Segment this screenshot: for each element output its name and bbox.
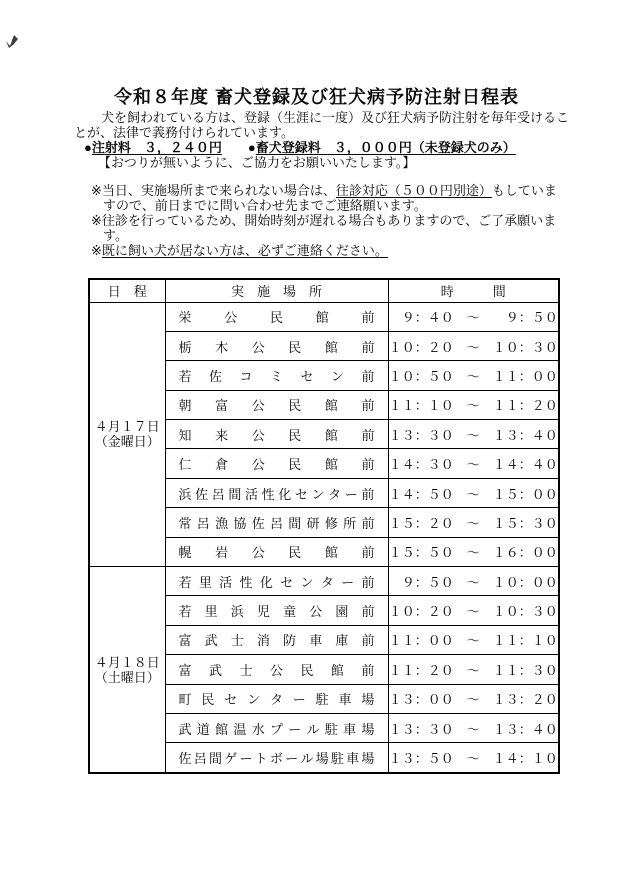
place-cell: 常 呂 漁 協 佐 呂 間 研 修 所 前 [165, 508, 388, 537]
fee-gap [222, 140, 248, 155]
bullet-icon: ● [247, 140, 256, 155]
time-cell: １３：５０ ～ １４：１０ [388, 743, 559, 773]
time-cell: １０：５０ ～ １１：００ [388, 361, 559, 390]
time-cell: ９：５０ ～ １０：００ [388, 567, 559, 596]
place-cell: 栃 木 公 民 館 前 [165, 331, 388, 360]
header-date: 日 程 [89, 279, 165, 302]
place-cell: 知 来 公 民 館 前 [165, 420, 388, 449]
header-time: 時 間 [388, 279, 559, 302]
date-cell [89, 567, 165, 773]
schedule-table-wrap [88, 278, 560, 774]
time-cell: １３：３０ ～ １３：４０ [388, 420, 559, 449]
place-cell: 若 佐 コ ミ セ ン 前 [165, 361, 388, 390]
time-cell: １１：００ ～ １１：１０ [388, 625, 559, 654]
note-1-line-2: すので、前日までに問い合わせ先までご連絡願います。 [103, 198, 427, 213]
time-cell: １０：２０ ～ １０：３０ [388, 331, 559, 360]
place-cell: 富 武 士 公 民 館 前 [165, 655, 388, 684]
bullet-icon: ● [84, 140, 92, 155]
ink-mark-icon [5, 32, 19, 49]
place-cell: 栄 公 民 館 前 [165, 302, 388, 331]
time-cell: １１：２０ ～ １１：３０ [388, 655, 559, 684]
place-cell: 幌 岩 公 民 館 前 [165, 537, 388, 566]
place-cell: 仁 倉 公 民 館 前 [165, 449, 388, 478]
schedule-body [89, 302, 559, 773]
date-text: ４月１７日 [94, 419, 160, 435]
day-text: （土曜日） [94, 669, 160, 685]
time-cell: １３：３０ ～ １３：４０ [388, 713, 559, 742]
note-3-underline: 既に飼い犬が居ない方は、必ずご連絡ください。 [101, 243, 388, 258]
note-2-line-1: ※往診を行っているため、開始時刻が遅れる場合もありますので、ご了承願いま [91, 213, 557, 228]
date-text: ４月１８日 [94, 654, 160, 670]
fee-line [84, 140, 516, 155]
note-3-line [91, 243, 388, 258]
place-cell: 浜 佐 呂 間 活 性 化 セ ン タ ー 前 [165, 478, 388, 507]
date-cell [89, 302, 165, 567]
header-row [89, 279, 559, 302]
place-cell: 若 里 浜 児 童 公 園 前 [165, 596, 388, 625]
intro-line-2: とが、法律で義務付けられています。 [74, 125, 294, 140]
time-cell: １１：１０ ～ １１：２０ [388, 390, 559, 419]
time-cell: １４：３０ ～ １４：４０ [388, 449, 559, 478]
place-cell: 佐 呂 間 ゲ ー ト ボ ー ル 場 駐 車 場 [165, 743, 388, 773]
place-cell: 武 道 館 温 水 プ ー ル 駐 車 場 [165, 713, 388, 742]
intro-line-1: 犬を飼われている方は、登録（生涯に一度）及び狂犬病予防注射を毎年受けるこ [88, 110, 570, 125]
place-cell: 若 里 活 性 化 セ ン タ ー 前 [165, 567, 388, 596]
change-note: 【おつりが無いように、ご協力をお願いいたします。】 [98, 155, 416, 170]
page-title: 令和８年度 畜犬登録及び狂犬病予防注射日程表 [114, 87, 519, 107]
table-row [89, 567, 559, 596]
day-text: （金曜日） [94, 434, 160, 450]
time-cell: １０：２０ ～ １０：３０ [388, 596, 559, 625]
time-cell: ９：４０ ～ ９：５０ [388, 302, 559, 331]
place-cell: 町 民 セ ン タ ー 駐 車 場 [165, 684, 388, 713]
injection-fee: 注射料 ３，２４０円 [91, 140, 222, 155]
place-cell: 富 武 士 消 防 車 庫 前 [165, 625, 388, 654]
time-cell: １４：５０ ～ １５：００ [388, 478, 559, 507]
note-3-marker: ※ [91, 243, 102, 258]
time-cell: １５：２０ ～ １５：３０ [388, 508, 559, 537]
time-cell: １５：５０ ～ １６：００ [388, 537, 559, 566]
place-cell: 朝 富 公 民 館 前 [165, 390, 388, 419]
header-place: 実 施 場 所 [165, 279, 388, 302]
note-1-underline: 往診対応（５００円別途） [335, 183, 492, 198]
table-row [89, 302, 559, 331]
time-cell: １３：００ ～ １３：２０ [388, 684, 559, 713]
registration-fee: 畜犬登録料 ３，０００円（未登録犬のみ） [255, 140, 516, 155]
schedule-table [88, 278, 560, 774]
note-1-post: もしていま [491, 183, 557, 198]
note-1-pre: ※当日、実施場所まで来られない場合は、 [91, 183, 336, 198]
note-2-line-2: す。 [103, 228, 128, 243]
note-1-line-1 [91, 183, 557, 198]
